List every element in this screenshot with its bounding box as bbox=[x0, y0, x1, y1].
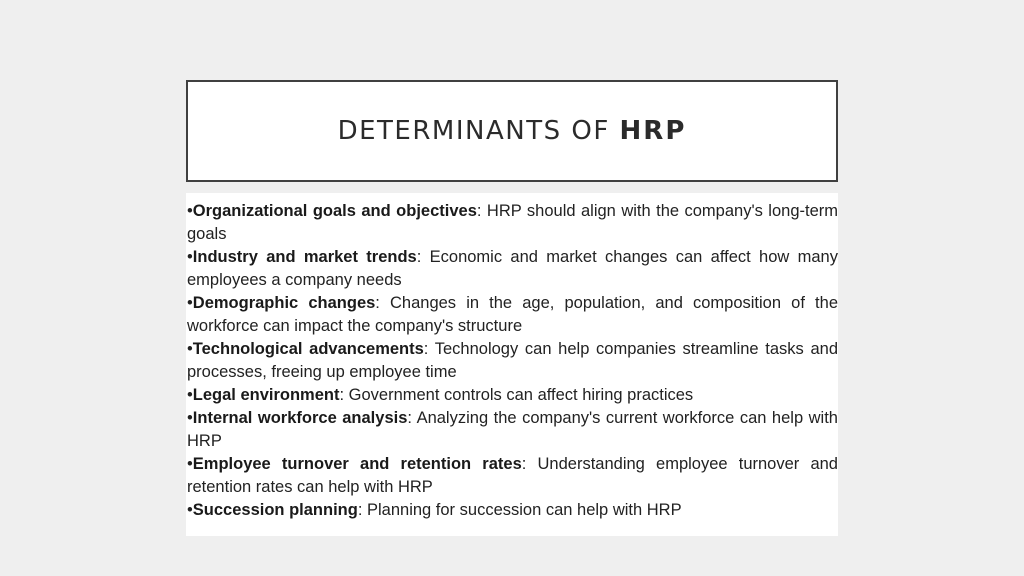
bullet-dot: • bbox=[187, 340, 193, 358]
bullet-item-technological-advancements bbox=[187, 338, 838, 384]
bullet-item-demographic-changes bbox=[187, 292, 838, 338]
bullet-term: Demographic changes bbox=[192, 294, 376, 312]
slide-title-prefix: DETERMINANTS OF bbox=[337, 116, 620, 146]
bullet-term: Internal workforce analysis bbox=[192, 409, 408, 427]
bullet-item-organizational-goals bbox=[187, 200, 838, 246]
bullet-dot: • bbox=[187, 294, 193, 312]
title-box bbox=[186, 80, 838, 182]
bullet-term: Succession planning bbox=[192, 501, 358, 519]
bullet-term: Legal environment bbox=[192, 386, 340, 404]
bullet-dot: • bbox=[187, 248, 193, 266]
bullet-dot: • bbox=[187, 455, 193, 473]
bullet-text: : Technology can help companies streamline tasks and processes, freeing up employee time bbox=[187, 340, 838, 381]
bullet-item-succession-planning bbox=[187, 499, 838, 522]
bullet-item-legal-environment bbox=[187, 384, 838, 407]
bullet-text: : HRP should align with the company's long-term goals bbox=[187, 202, 838, 243]
bullet-term: Technological advancements bbox=[192, 340, 424, 358]
bullet-dot: • bbox=[187, 409, 193, 427]
slide-title bbox=[338, 116, 687, 146]
content-box bbox=[186, 193, 838, 536]
bullet-dot: • bbox=[187, 501, 193, 519]
bullet-list bbox=[187, 200, 838, 522]
bullet-dot: • bbox=[187, 202, 193, 220]
bullet-dot: • bbox=[187, 386, 193, 404]
bullet-item-industry-trends bbox=[187, 246, 838, 292]
bullet-text: : Analyzing the company's current workforce can help with HRP bbox=[187, 409, 838, 450]
bullet-term: Organizational goals and objectives bbox=[192, 202, 477, 220]
bullet-text: : Changes in the age, population, and composition of the workforce can impact the company's structure bbox=[187, 294, 838, 335]
bullet-item-turnover-retention bbox=[187, 453, 838, 499]
bullet-text: : Economic and market changes can affect how many employees a company needs bbox=[187, 248, 838, 289]
bullet-item-internal-workforce-analysis bbox=[187, 407, 838, 453]
bullet-text: : Planning for succession can help with HRP bbox=[357, 501, 682, 519]
bullet-term: Employee turnover and retention rates bbox=[192, 455, 522, 473]
bullet-term: Industry and market trends bbox=[192, 248, 417, 266]
bullet-text: : Government controls can affect hiring practices bbox=[339, 386, 694, 404]
slide-title-emphasis: HRP bbox=[619, 116, 687, 146]
bullet-text: : Understanding employee turnover and retention rates can help with HRP bbox=[187, 455, 838, 496]
